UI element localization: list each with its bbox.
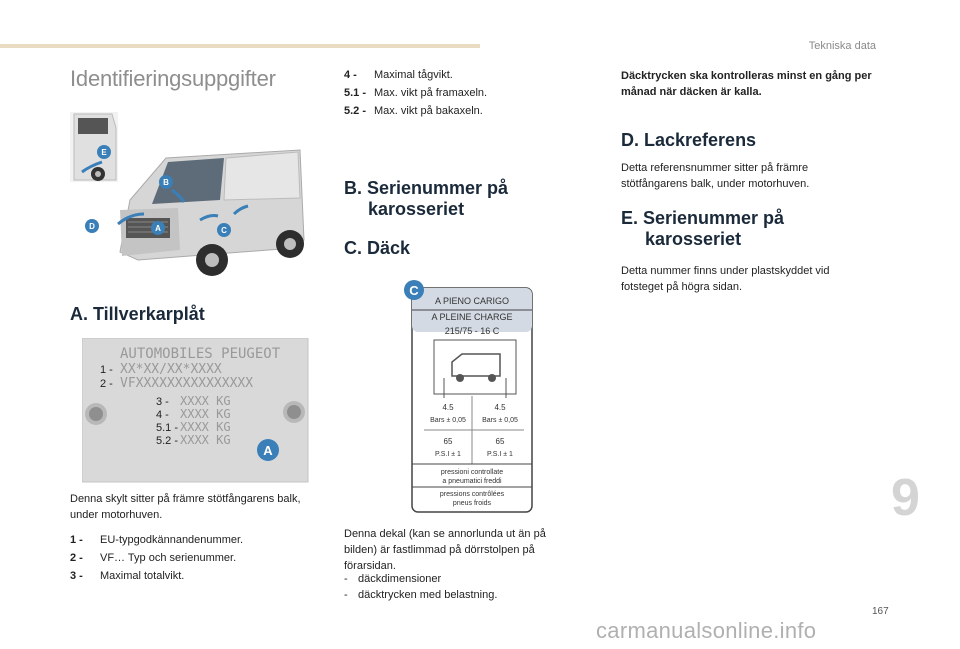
front-psi-value: 65 — [443, 437, 453, 446]
section-b-heading-line2: karosseriet — [368, 199, 465, 219]
section-b-heading-line1: B. Serienummer på — [344, 178, 509, 198]
bullet-dash: - — [344, 589, 348, 601]
tyre-check-note: Däcktrycken ska kontrolleras minst en gång per månad när däcken är kalla. — [621, 70, 872, 98]
section-e-heading-line1: E. Serienummer på — [621, 208, 785, 228]
section-c-description: Denna dekal (kan se annorlunda ut än på bilden) är fastlimmad på dörrstolpen på förarsidan. — [344, 528, 546, 572]
list-item — [70, 567, 328, 585]
marker-a — [151, 221, 165, 235]
tyre-note-fr-line2: pneus froids — [452, 500, 492, 507]
section-d-heading: D. Lackreferens — [621, 130, 757, 150]
watermark: carmanualsonline.info — [596, 618, 817, 643]
front-bars-value: 4.5 — [442, 403, 454, 412]
svg-text:A: A — [263, 443, 273, 458]
plate-line2-value: VFXXXXXXXXXXXXXXX — [120, 376, 254, 391]
tyre-pressure-label — [404, 280, 536, 514]
section-b-heading — [344, 178, 508, 220]
list-item-text: däcktrycken med belastning. — [358, 589, 498, 601]
plate-line1-value: XX*XX/XX*XXXX — [120, 362, 222, 377]
rear-bars-unit: Bars ± 0,05 — [482, 417, 518, 424]
plate-marker-a — [257, 439, 279, 461]
section-e-heading-line2: karosseriet — [645, 229, 742, 249]
list-item-text: däckdimensioner — [358, 573, 442, 585]
list-item-text: Maximal totalvikt. — [100, 570, 185, 582]
section-header: Tekniska data — [808, 40, 876, 52]
list-item-number: 1 - — [70, 534, 83, 546]
section-c-heading: C. Däck — [344, 238, 411, 258]
svg-text:B: B — [163, 178, 169, 187]
list-item-text: Maximal tågvikt. — [374, 69, 453, 81]
list-item — [344, 66, 594, 84]
section-a-description: Denna skylt sitter på främre stötfångarens balk, under motorhuven. — [70, 493, 301, 521]
list-item-number: 3 - — [70, 570, 83, 582]
plate-weight-label: 3 - — [156, 396, 169, 408]
plate-weight-label: 5.1 - — [156, 422, 179, 434]
manufacturer-plate — [82, 338, 310, 486]
list-item — [344, 587, 576, 603]
section-a-list — [70, 531, 328, 585]
tyre-label-line1: A PIENO CARIGO — [434, 296, 510, 306]
tyre-size: 215/75 - 16 C — [444, 326, 500, 336]
bullet-dash: - — [344, 573, 348, 585]
section-e-text: Detta nummer finns under plastskyddet vid fotsteget på högra sidan. — [621, 265, 830, 293]
rear-inset — [70, 112, 118, 182]
section-c-bullets — [344, 571, 576, 603]
svg-text:E: E — [101, 148, 107, 157]
vehicle-illustration — [68, 110, 320, 288]
list-item — [344, 571, 576, 587]
tyre-note-it-line2: a pneumatici freddi — [442, 478, 502, 485]
front-psi-unit: P.S.I ± 1 — [435, 451, 461, 458]
list-item-text: Max. vikt på framaxeln. — [374, 87, 488, 99]
section-e-heading — [621, 208, 784, 250]
page-number: 167 — [872, 606, 889, 617]
weight-list — [344, 66, 594, 120]
section-a-heading: A. Tillverkarplåt — [70, 304, 205, 324]
list-item-text: EU-typgodkännandenummer. — [100, 534, 244, 546]
list-item-number: 4 - — [344, 69, 357, 81]
tyre-note-fr-line1: pressions contrôlées — [439, 491, 505, 498]
list-item-number: 2 - — [70, 552, 83, 564]
marker-c — [217, 223, 231, 237]
svg-text:C: C — [221, 226, 227, 235]
tyre-label-line2: A PLEINE CHARGE — [431, 312, 513, 322]
tyre-note-it-line1: pressioni controllate — [440, 469, 504, 476]
list-item — [70, 549, 328, 567]
rear-psi-value: 65 — [495, 437, 505, 446]
marker-e — [97, 145, 111, 159]
list-item — [344, 84, 594, 102]
plate-weight-value: XXXX KG — [180, 420, 231, 434]
list-item — [70, 531, 328, 549]
plate-line2-label: 2 - — [100, 378, 113, 390]
plate-weight-value: XXXX KG — [180, 394, 231, 408]
list-item — [344, 102, 594, 120]
section-d-text: Detta referensnummer sitter på främre stötfångarens balk, under motorhuven. — [621, 162, 810, 190]
marker-b — [159, 175, 173, 189]
plate-weight-value: XXXX KG — [180, 407, 231, 421]
rear-psi-unit: P.S.I ± 1 — [487, 451, 513, 458]
marker-d — [85, 219, 99, 233]
rivet-right — [283, 401, 305, 423]
svg-text:C: C — [409, 283, 419, 298]
list-item-number: 5.1 - — [344, 87, 367, 99]
plate-weight-label: 4 - — [156, 409, 169, 421]
plate-weight-label: 5.2 - — [156, 435, 179, 447]
header-rule — [0, 44, 480, 48]
svg-text:D: D — [89, 222, 95, 231]
plate-brand: AUTOMOBILES PEUGEOT — [120, 346, 281, 362]
van-body — [120, 150, 304, 276]
svg-text:A: A — [155, 224, 161, 233]
list-item-number: 5.2 - — [344, 105, 367, 117]
front-bars-unit: Bars ± 0,05 — [430, 417, 466, 424]
list-item-text: Max. vikt på bakaxeln. — [374, 105, 483, 117]
list-item-text: VF… Typ och serienummer. — [100, 552, 237, 564]
tyre-label-marker-c — [404, 280, 424, 300]
page-title: Identifieringsuppgifter — [70, 66, 276, 91]
plate-line1-label: 1 - — [100, 364, 113, 376]
plate-weight-value: XXXX KG — [180, 433, 231, 447]
rivet-left — [85, 403, 107, 425]
chapter-number: 9 — [891, 469, 920, 527]
rear-bars-value: 4.5 — [494, 403, 506, 412]
